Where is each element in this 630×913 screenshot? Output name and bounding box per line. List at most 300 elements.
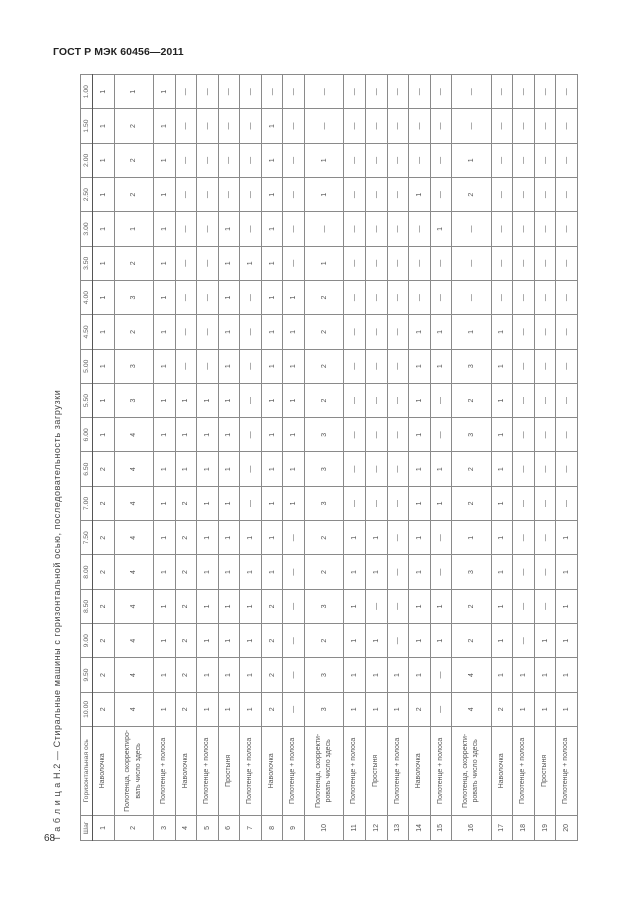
- header-load: 6.50: [81, 452, 93, 486]
- value-cell: 1: [534, 624, 556, 658]
- value-cell: 1: [93, 143, 115, 177]
- header-load: 4.50: [81, 315, 93, 349]
- value-cell: 1: [197, 486, 219, 520]
- step-cell: 16: [452, 815, 492, 840]
- running-header: ГОСТ Р МЭК 60456—2011: [53, 46, 184, 58]
- value-cell: 1: [261, 521, 283, 555]
- value-cell: 1: [154, 555, 176, 589]
- value-cell: —: [344, 280, 366, 314]
- step-cell: 11: [344, 815, 366, 840]
- value-cell: —: [365, 452, 387, 486]
- value-cell: 1: [283, 486, 305, 520]
- value-cell: —: [240, 452, 262, 486]
- value-cell: 1: [93, 75, 115, 109]
- value-cell: —: [409, 75, 431, 109]
- value-cell: 1: [218, 658, 240, 692]
- axis-cell: Наволочка: [93, 726, 115, 815]
- value-cell: —: [534, 589, 556, 623]
- table-row: [218, 75, 240, 841]
- value-cell: 1: [283, 280, 305, 314]
- value-cell: —: [513, 212, 535, 246]
- value-cell: —: [452, 280, 492, 314]
- value-cell: —: [387, 486, 409, 520]
- value-cell: 1: [218, 349, 240, 383]
- value-cell: 1: [430, 212, 452, 246]
- header-load: 9.00: [81, 624, 93, 658]
- value-cell: —: [387, 589, 409, 623]
- value-cell: 3: [452, 555, 492, 589]
- value-cell: —: [513, 521, 535, 555]
- table-row: [283, 75, 305, 841]
- value-cell: —: [304, 75, 344, 109]
- value-cell: 1: [491, 452, 513, 486]
- value-cell: 1: [491, 383, 513, 417]
- value-cell: 1: [304, 246, 344, 280]
- value-cell: —: [175, 280, 197, 314]
- value-cell: —: [283, 589, 305, 623]
- value-cell: 1: [452, 143, 492, 177]
- header-load: 1.50: [81, 109, 93, 143]
- table-row: [154, 75, 176, 841]
- value-cell: 2: [304, 349, 344, 383]
- table-row: [114, 75, 154, 841]
- value-cell: 1: [387, 658, 409, 692]
- value-cell: 2: [93, 521, 115, 555]
- value-cell: 2: [304, 280, 344, 314]
- value-cell: 1: [409, 624, 431, 658]
- value-cell: 1: [114, 75, 154, 109]
- value-cell: —: [452, 109, 492, 143]
- step-cell: 3: [154, 815, 176, 840]
- value-cell: 1: [93, 383, 115, 417]
- value-cell: 1: [283, 349, 305, 383]
- value-cell: 1: [154, 75, 176, 109]
- value-cell: —: [534, 246, 556, 280]
- value-cell: 1: [283, 315, 305, 349]
- table-row: [197, 75, 219, 841]
- value-cell: —: [365, 349, 387, 383]
- value-cell: —: [197, 75, 219, 109]
- value-cell: 1: [261, 109, 283, 143]
- value-cell: 1: [409, 349, 431, 383]
- value-cell: 1: [240, 246, 262, 280]
- value-cell: —: [491, 280, 513, 314]
- value-cell: 1: [491, 418, 513, 452]
- value-cell: 1: [513, 658, 535, 692]
- value-cell: 1: [218, 555, 240, 589]
- value-cell: 1: [218, 383, 240, 417]
- header-load: 5.00: [81, 349, 93, 383]
- value-cell: 1: [491, 521, 513, 555]
- value-cell: 2: [175, 589, 197, 623]
- value-cell: —: [304, 109, 344, 143]
- table-row: [387, 75, 409, 841]
- value-cell: 2: [452, 452, 492, 486]
- value-cell: —: [452, 246, 492, 280]
- value-cell: 2: [452, 486, 492, 520]
- value-cell: —: [556, 452, 578, 486]
- value-cell: 2: [93, 692, 115, 726]
- value-cell: 2: [93, 658, 115, 692]
- value-cell: —: [387, 555, 409, 589]
- step-cell: 13: [387, 815, 409, 840]
- value-cell: 1: [197, 589, 219, 623]
- value-cell: 1: [154, 177, 176, 211]
- value-cell: —: [513, 555, 535, 589]
- value-cell: —: [491, 75, 513, 109]
- value-cell: —: [513, 280, 535, 314]
- value-cell: —: [240, 280, 262, 314]
- value-cell: 1: [513, 692, 535, 726]
- value-cell: 1: [430, 624, 452, 658]
- value-cell: 3: [114, 383, 154, 417]
- value-cell: —: [240, 143, 262, 177]
- value-cell: —: [365, 383, 387, 417]
- step-cell: 20: [556, 815, 578, 840]
- value-cell: 1: [218, 692, 240, 726]
- axis-cell: Наволочка: [409, 726, 431, 815]
- value-cell: 2: [114, 246, 154, 280]
- table-row: [430, 75, 452, 841]
- table-row: [513, 75, 535, 841]
- value-cell: 1: [365, 692, 387, 726]
- value-cell: 1: [197, 418, 219, 452]
- value-cell: 2: [261, 658, 283, 692]
- value-cell: 1: [534, 692, 556, 726]
- value-cell: 1: [154, 109, 176, 143]
- value-cell: 1: [154, 383, 176, 417]
- axis-cell: Наволочка: [491, 726, 513, 815]
- value-cell: —: [387, 280, 409, 314]
- value-cell: 1: [409, 452, 431, 486]
- value-cell: 1: [409, 521, 431, 555]
- value-cell: —: [344, 383, 366, 417]
- value-cell: 1: [365, 658, 387, 692]
- header-load: 7.00: [81, 486, 93, 520]
- value-cell: 1: [175, 452, 197, 486]
- value-cell: —: [218, 143, 240, 177]
- value-cell: 2: [261, 589, 283, 623]
- value-cell: —: [556, 212, 578, 246]
- value-cell: —: [365, 246, 387, 280]
- value-cell: —: [197, 177, 219, 211]
- value-cell: 1: [93, 349, 115, 383]
- value-cell: 1: [240, 555, 262, 589]
- value-cell: —: [513, 486, 535, 520]
- value-cell: —: [240, 75, 262, 109]
- value-cell: —: [409, 109, 431, 143]
- value-cell: —: [556, 109, 578, 143]
- value-cell: 4: [114, 521, 154, 555]
- value-cell: —: [344, 452, 366, 486]
- value-cell: 3: [304, 658, 344, 692]
- value-cell: 2: [452, 383, 492, 417]
- value-cell: 1: [491, 658, 513, 692]
- table-row: [304, 75, 344, 841]
- value-cell: 1: [409, 658, 431, 692]
- value-cell: —: [491, 177, 513, 211]
- value-cell: —: [365, 75, 387, 109]
- value-cell: —: [283, 246, 305, 280]
- step-cell: 18: [513, 815, 535, 840]
- step-cell: 10: [304, 815, 344, 840]
- value-cell: 3: [304, 452, 344, 486]
- value-cell: 3: [304, 692, 344, 726]
- value-cell: 1: [93, 177, 115, 211]
- value-cell: —: [534, 143, 556, 177]
- value-cell: 1: [218, 212, 240, 246]
- value-cell: 2: [93, 624, 115, 658]
- value-cell: 2: [175, 624, 197, 658]
- value-cell: 1: [218, 521, 240, 555]
- value-cell: —: [534, 521, 556, 555]
- header-step: Шаг: [81, 815, 93, 840]
- step-cell: 4: [175, 815, 197, 840]
- value-cell: 2: [304, 624, 344, 658]
- value-cell: —: [283, 75, 305, 109]
- value-cell: 1: [93, 109, 115, 143]
- value-cell: —: [344, 212, 366, 246]
- value-cell: —: [365, 418, 387, 452]
- value-cell: —: [513, 246, 535, 280]
- value-cell: 2: [114, 109, 154, 143]
- value-cell: 1: [218, 589, 240, 623]
- value-cell: 1: [283, 383, 305, 417]
- value-cell: 1: [365, 521, 387, 555]
- step-cell: 7: [240, 815, 262, 840]
- value-cell: —: [175, 75, 197, 109]
- value-cell: 1: [430, 349, 452, 383]
- value-cell: 3: [452, 418, 492, 452]
- value-cell: —: [556, 383, 578, 417]
- value-cell: —: [491, 246, 513, 280]
- value-cell: 2: [304, 555, 344, 589]
- value-cell: 1: [430, 452, 452, 486]
- value-cell: 1: [261, 212, 283, 246]
- value-cell: 1: [304, 177, 344, 211]
- value-cell: 1: [175, 383, 197, 417]
- value-cell: 3: [114, 349, 154, 383]
- table-row: [534, 75, 556, 841]
- value-cell: 4: [114, 589, 154, 623]
- header-load: 3.50: [81, 246, 93, 280]
- value-cell: —: [534, 315, 556, 349]
- axis-cell: Наволочка: [175, 726, 197, 815]
- value-cell: 1: [93, 212, 115, 246]
- value-cell: 1: [154, 658, 176, 692]
- value-cell: —: [430, 658, 452, 692]
- value-cell: 1: [452, 315, 492, 349]
- value-cell: —: [534, 486, 556, 520]
- table-row: [261, 75, 283, 841]
- header-load: 10.00: [81, 692, 93, 726]
- step-cell: 17: [491, 815, 513, 840]
- step-cell: 14: [409, 815, 431, 840]
- value-cell: —: [344, 177, 366, 211]
- value-cell: —: [556, 280, 578, 314]
- value-cell: —: [556, 349, 578, 383]
- value-cell: —: [513, 109, 535, 143]
- value-cell: —: [240, 177, 262, 211]
- value-cell: —: [430, 418, 452, 452]
- value-cell: —: [534, 212, 556, 246]
- value-cell: —: [387, 521, 409, 555]
- step-cell: 19: [534, 815, 556, 840]
- page-number: 68: [44, 833, 56, 844]
- value-cell: —: [387, 212, 409, 246]
- value-cell: 1: [218, 486, 240, 520]
- value-cell: 1: [556, 555, 578, 589]
- value-cell: 1: [491, 315, 513, 349]
- value-cell: —: [513, 75, 535, 109]
- value-cell: —: [365, 212, 387, 246]
- value-cell: —: [365, 315, 387, 349]
- value-cell: —: [197, 315, 219, 349]
- value-cell: —: [175, 349, 197, 383]
- value-cell: 1: [409, 555, 431, 589]
- axis-cell: Полотенце + полоса: [283, 726, 305, 815]
- value-cell: 1: [261, 452, 283, 486]
- value-cell: —: [218, 109, 240, 143]
- header-load: 2.50: [81, 177, 93, 211]
- value-cell: 1: [409, 486, 431, 520]
- value-cell: —: [175, 109, 197, 143]
- header-load: 3.00: [81, 212, 93, 246]
- value-cell: —: [365, 109, 387, 143]
- value-cell: 1: [409, 383, 431, 417]
- value-cell: 1: [261, 555, 283, 589]
- value-cell: 1: [218, 452, 240, 486]
- value-cell: —: [344, 246, 366, 280]
- value-cell: 1: [197, 452, 219, 486]
- value-cell: —: [197, 349, 219, 383]
- value-cell: 1: [430, 315, 452, 349]
- value-cell: —: [556, 315, 578, 349]
- value-cell: —: [409, 246, 431, 280]
- step-cell: 12: [365, 815, 387, 840]
- value-cell: 1: [154, 589, 176, 623]
- axis-cell: Полотенца, скорректиро-вать число здесь: [114, 726, 154, 815]
- value-cell: 3: [304, 486, 344, 520]
- value-cell: —: [283, 521, 305, 555]
- value-cell: —: [387, 143, 409, 177]
- value-cell: —: [513, 383, 535, 417]
- value-cell: 3: [304, 418, 344, 452]
- axis-cell: Простыня: [218, 726, 240, 815]
- value-cell: 1: [197, 555, 219, 589]
- value-cell: —: [556, 143, 578, 177]
- value-cell: 1: [452, 521, 492, 555]
- value-cell: —: [513, 418, 535, 452]
- value-cell: 3: [114, 280, 154, 314]
- value-cell: 1: [409, 418, 431, 452]
- value-cell: —: [197, 109, 219, 143]
- value-cell: 1: [261, 418, 283, 452]
- table-row: [409, 75, 431, 841]
- value-cell: 2: [175, 555, 197, 589]
- value-cell: —: [534, 177, 556, 211]
- value-cell: —: [430, 555, 452, 589]
- header-load: 6.00: [81, 418, 93, 452]
- value-cell: —: [430, 143, 452, 177]
- value-cell: —: [534, 452, 556, 486]
- value-cell: —: [430, 692, 452, 726]
- table-row: [452, 75, 492, 841]
- value-cell: 1: [556, 658, 578, 692]
- value-cell: 2: [93, 452, 115, 486]
- value-cell: 1: [491, 555, 513, 589]
- step-cell: 1: [93, 815, 115, 840]
- value-cell: —: [387, 452, 409, 486]
- value-cell: 1: [218, 315, 240, 349]
- value-cell: 2: [452, 624, 492, 658]
- value-cell: 1: [283, 418, 305, 452]
- value-cell: 2: [114, 143, 154, 177]
- value-cell: —: [175, 212, 197, 246]
- value-cell: —: [491, 212, 513, 246]
- value-cell: 2: [175, 521, 197, 555]
- value-cell: 1: [261, 349, 283, 383]
- value-cell: —: [534, 109, 556, 143]
- value-cell: 1: [197, 383, 219, 417]
- value-cell: 2: [452, 589, 492, 623]
- value-cell: 1: [556, 692, 578, 726]
- value-cell: 1: [154, 143, 176, 177]
- value-cell: 1: [154, 624, 176, 658]
- value-cell: —: [283, 658, 305, 692]
- value-cell: —: [218, 177, 240, 211]
- header-load: 2.00: [81, 143, 93, 177]
- value-cell: 1: [409, 589, 431, 623]
- step-cell: 2: [114, 815, 154, 840]
- value-cell: 1: [261, 383, 283, 417]
- value-cell: —: [365, 280, 387, 314]
- table-header-row: [81, 75, 93, 841]
- value-cell: —: [283, 624, 305, 658]
- table-row: [344, 75, 366, 841]
- value-cell: 1: [261, 486, 283, 520]
- value-cell: —: [387, 349, 409, 383]
- value-cell: —: [387, 246, 409, 280]
- value-cell: —: [409, 143, 431, 177]
- value-cell: 1: [409, 177, 431, 211]
- axis-cell: Полотенце + полоса: [344, 726, 366, 815]
- header-load: 8.00: [81, 555, 93, 589]
- step-cell: 5: [197, 815, 219, 840]
- value-cell: 1: [261, 280, 283, 314]
- value-cell: —: [261, 75, 283, 109]
- header-load: 5.50: [81, 383, 93, 417]
- value-cell: —: [430, 246, 452, 280]
- value-cell: 1: [491, 624, 513, 658]
- header-load: 8.50: [81, 589, 93, 623]
- header-load: 7.50: [81, 521, 93, 555]
- value-cell: 1: [261, 177, 283, 211]
- table-row: [240, 75, 262, 841]
- value-cell: —: [283, 109, 305, 143]
- value-cell: —: [430, 383, 452, 417]
- header-load: 1.00: [81, 75, 93, 109]
- value-cell: —: [175, 143, 197, 177]
- value-cell: —: [240, 349, 262, 383]
- value-cell: 2: [491, 692, 513, 726]
- value-cell: —: [283, 143, 305, 177]
- value-cell: —: [365, 143, 387, 177]
- value-cell: 1: [154, 280, 176, 314]
- value-cell: 1: [93, 315, 115, 349]
- value-cell: 1: [491, 349, 513, 383]
- axis-cell: Полотенце + полоса: [513, 726, 535, 815]
